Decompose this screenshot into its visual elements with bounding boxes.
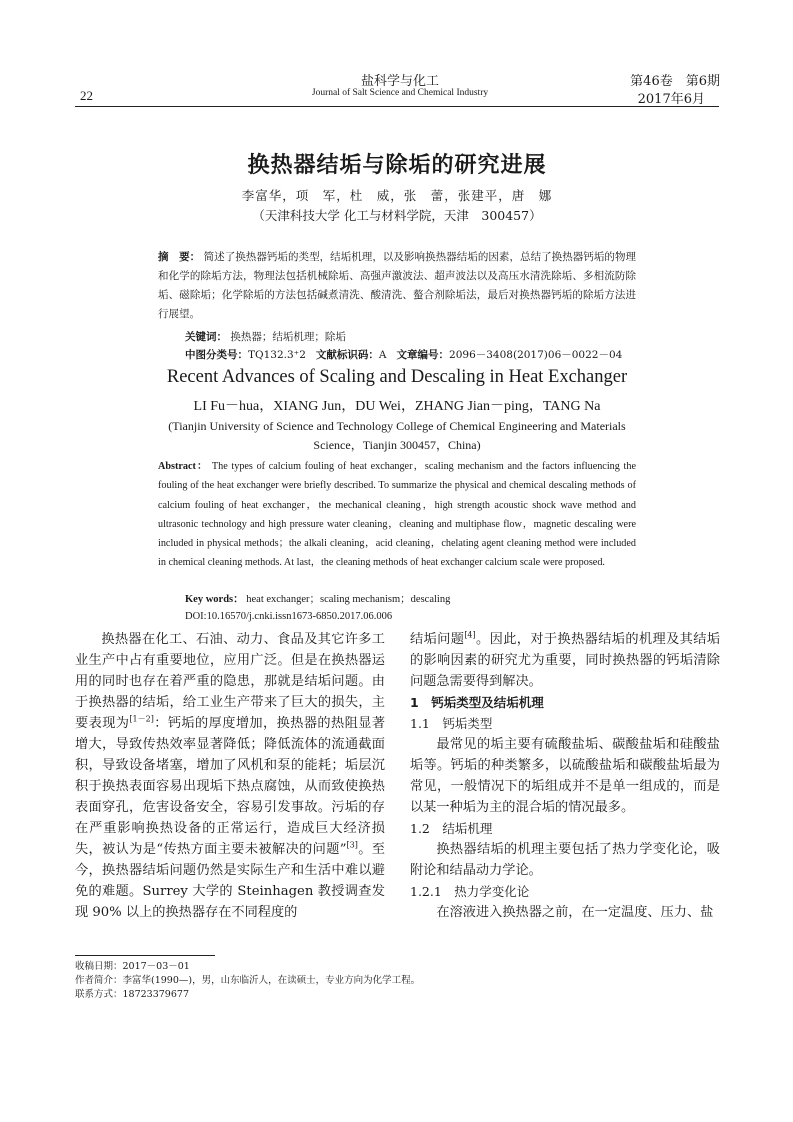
abstract-cn-text: 简述了换热器钙垢的类型，结垢机理，以及影响换热器结垢的因素，总结了换热器钙垢的物理和化学的除垢方法，物理法包括机械除垢、高强声激波法、超声波法以及高压水清洗除垢、多相流防除垢、磁除垢；化学除垢的方法包括碱煮清洗、酸清洗、螯合剂除垢法，最后对换热器钙垢的除垢方法进行展望。 (158, 251, 637, 320)
abstract-en (158, 457, 636, 573)
paper-title-en: Recent Advances of Scaling and Descaling in Heat Exchanger (166, 367, 628, 387)
keywords-cn (185, 329, 346, 344)
body-paragraph: 换热器结垢的机理主要包括了热力学变化论，吸附论和结晶动力学论。 (410, 842, 720, 878)
footnote-received: 收稿日期：2017－03－01 (75, 961, 190, 972)
body-right-column (410, 629, 720, 923)
keywords-en (185, 591, 450, 606)
abstract-en-label: Abstract： (158, 461, 209, 472)
section-heading: 1 钙垢类型及结垢机理 (410, 695, 544, 710)
clc-value: TQ132.3⁺2 (248, 349, 306, 361)
header-divider (75, 106, 719, 107)
issue-date: 2017年6月 (637, 92, 705, 107)
footnote-author-bio: 作者简介：李富华(1990—)，男，山东临沂人，在读硕士，专业方向为化学工程。 (75, 975, 421, 986)
body-left-column (75, 629, 385, 923)
body-paragraph: 在溶液进入换热器之前，在一定温度、压力、盐 (436, 905, 714, 920)
clc-label: 中图分类号： (185, 349, 248, 361)
body-paragraph: 最常见的垢主要有硫酸盐垢、碳酸盐垢和硅酸盐垢等。钙垢的种类繁多，以硫酸盐垢和碳酸盐垢最为常见，一般情况下的垢组成并不是单一组成的，而是以某一种垢为主的混合垢的情况最多。 (410, 737, 720, 815)
subsubsection-heading: 1.2.1 热力学变化论 (410, 884, 530, 899)
body-text: ：钙垢的厚度增加，换热器的热阻显著增大，导致传热效率显著降低；降低流体的流通截面积，导致设备堵塞，增加了风机和泵的能耗；垢层沉积于换热表面容易出现垢下热点腐蚀，从而致使换热表面穿孔，危害设备安全，容易引发事故。污垢的存在严重影响换热设备的正常运行，造成巨大经济损失，被认为是“传热方面主要未被解决的问题” (75, 716, 386, 857)
subsection-heading: 1.2 结垢机理 (410, 821, 493, 836)
authors-cn: 李富华，项 军，杜 威，张 蕾，张建平，唐 娜 (241, 188, 553, 203)
keywords-cn-text: 换热器；结垢机理；除垢 (230, 331, 346, 343)
volume-issue: 第46卷 第6期 (630, 74, 720, 89)
abstract-cn (158, 248, 636, 324)
paper-title-cn: 换热器结垢与除垢的研究进展 (247, 153, 547, 178)
journal-title-cn: 盐科学与化工 (360, 74, 439, 89)
citation-ref[interactable]: [3] (346, 840, 358, 850)
doi: DOI:10.16570/j.cnki.issn1673-6850.2017.06.006 (185, 611, 393, 622)
page-number: 22 (80, 88, 93, 103)
authors-en: LI Fu－hua，XIANG Jun，DU Wei，ZHANG Jian－ping，TANG Na (193, 399, 601, 414)
abstract-en-text: The types of calcium fouling of heat exchanger，scaling mechanism and the factors influencing the fouling of the heat exchanger were briefly described. To summarize the physical and chemical descaling methods of calcium fouling of heat exchanger，the mechanical cleaning，high strength acoustic shock wave method and ultrasonic technology and high pressure water cleaning，cleaning and multiphase flow，magnetic descaling were included in physical methods；the alkali cleaning，acid cleaning，chelating agent cleaning method were included in chemical cleaning methods. At last，the cleaning methods of heat exchanger calcium scale were proposed. (158, 461, 636, 569)
body-paragraph (410, 629, 720, 692)
body-text: 。因此，对于换热器结垢的机理及其结垢的影响因素的研究尤为重要，同时换热器的钙垢清除问题急需要得到解决。 (410, 632, 721, 689)
abstract-cn-label: 摘 要： (158, 251, 201, 263)
footnote-divider (75, 955, 215, 956)
affiliation-en: (Tianjin University of Science and Technology College of Chemical Engineering and Materials Science，Tianjin 300457，China) (168, 419, 626, 452)
citation-ref[interactable]: [4] (464, 630, 476, 640)
affiliation-cn: （天津科技大学 化工与材料学院，天津 300457） (252, 208, 542, 223)
footnote-contact: 联系方式：18723379677 (75, 989, 189, 1000)
body-text: 结垢问题 (410, 632, 465, 647)
article-no-label: 文章编号： (396, 349, 450, 361)
footnotes (75, 960, 420, 1002)
keywords-cn-label: 关键词： (185, 331, 227, 343)
subsection-heading: 1.1 钙垢类型 (410, 716, 493, 731)
keywords-en-text: heat exchanger；scaling mechanism；descaling (246, 594, 451, 605)
body-paragraph (75, 629, 385, 923)
journal-title-en: Journal of Salt Science and Chemical Industry (311, 88, 489, 98)
body-text: 换热器在化工、石油、动力、食品及其它许多工业生产中占有重要地位，应用广泛。但是在换热器运用的同时也存在着严重的隐患，那就是结垢问题。由于换热器的结垢，给工业生产带来了巨大的损失，主要表现为 (75, 632, 385, 731)
classification-line (185, 347, 622, 362)
citation-ref[interactable]: [1－2] (129, 714, 154, 724)
doc-code-value: A (378, 349, 387, 361)
article-no-value: 2096－3408(2017)06－0022－04 (449, 349, 623, 361)
keywords-en-label: Key words： (185, 594, 244, 605)
body-text: 。至今，换热器结垢问题仍然是实际生产和生活中难以避免的难题。Surrey 大学的 Steinhagen 教授调查发现 90% 以上的换热器存在不同程度的 (75, 842, 385, 920)
doc-code-label: 文献标识码： (315, 349, 379, 361)
